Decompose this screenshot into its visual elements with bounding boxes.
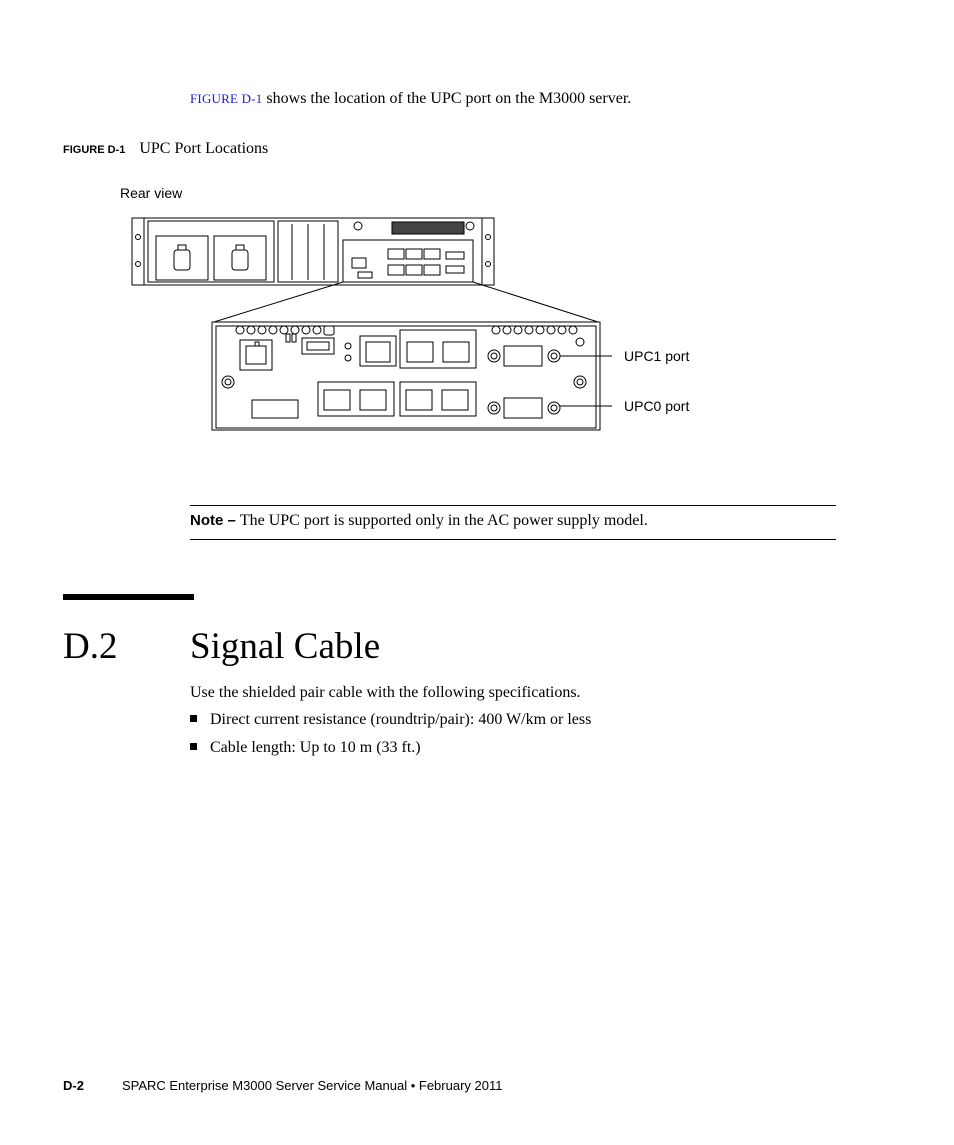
note-box [190,505,836,540]
list-item [190,739,421,757]
upc-port-diagram [110,180,730,445]
power-supply-connector-icon [232,245,248,270]
upc0-port-icon [488,398,560,418]
footer-text: SPARC Enterprise M3000 Server Service Manual • February 2011 [121,1078,503,1093]
list-item-text: Cable length: Up to 10 m (33 ft.) [210,739,421,756]
note-label: Note – [190,512,236,529]
power-supply-connector-icon [174,245,190,270]
intro-paragraph [190,90,631,108]
upc0-port-label: UPC0 port [624,398,690,414]
section-rule [63,594,194,600]
list-item-text: Direct current resistance (roundtrip/pair): 400 W/km or less [210,711,592,728]
section-title: Signal Cable [190,626,381,667]
upc1-port-icon [488,346,560,366]
list-item [190,711,591,729]
rear-view-label: Rear view [120,185,183,201]
upc1-port-label: UPC1 port [624,348,690,364]
page-footer [63,1078,502,1093]
figure-caption [63,140,268,158]
page-number: D-2 [63,1078,84,1093]
section-number: D.2 [63,626,118,667]
figure-cross-reference-link[interactable]: FIGURE D-1 [190,91,263,106]
bullet-square-icon [190,743,197,750]
io-panel-enlarged [212,322,600,430]
body-paragraph: Use the shielded pair cable with the following specifications. [190,684,581,701]
bullet-square-icon [190,715,197,722]
note-text: The UPC port is supported only in the AC power supply model. [239,512,648,529]
intro-text: shows the location of the UPC port on the M3000 server. [262,90,632,107]
server-chassis-rear [132,218,494,285]
figure-title: UPC Port Locations [139,140,269,157]
figure-label: FIGURE D-1 [63,144,126,156]
